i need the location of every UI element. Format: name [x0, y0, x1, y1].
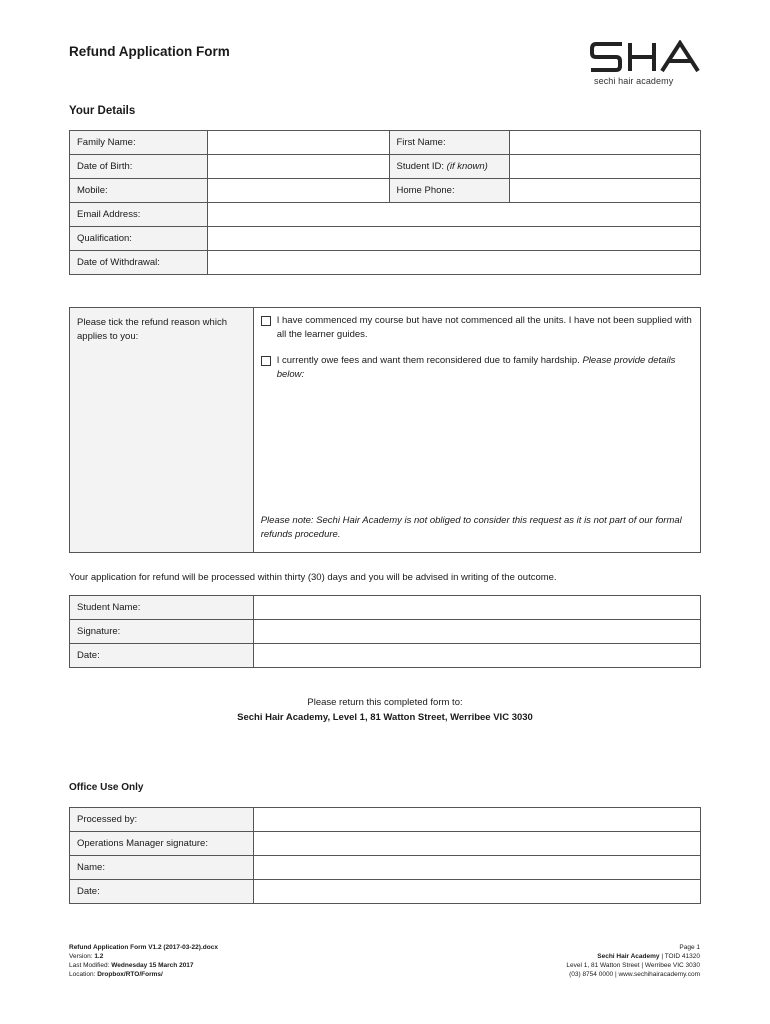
dob-field[interactable]	[207, 155, 389, 179]
first-name-field[interactable]	[510, 131, 701, 155]
table-row	[70, 227, 701, 251]
reason-label: Please tick the refund reason which applies to you:	[70, 308, 254, 553]
reason-option-2-text: I currently owe fees and want them reconsidered due to family hardship.	[276, 355, 580, 366]
dob-label: Date of Birth:	[70, 155, 208, 179]
table-row	[70, 155, 701, 179]
reason-option-2[interactable]	[261, 354, 693, 382]
footer-page: Page 1	[679, 944, 700, 951]
footer-org: Sechi Hair Academy	[597, 953, 660, 960]
reason-cell	[253, 308, 700, 553]
details-table	[69, 130, 701, 275]
student-id-note: (if known)	[446, 161, 488, 172]
student-name-label: Student Name:	[70, 596, 254, 620]
student-id-text: Student ID:	[396, 161, 445, 172]
footer-location-label: Location:	[69, 971, 96, 978]
checkbox-2[interactable]	[261, 356, 271, 366]
form-title: Refund Application Form	[69, 44, 230, 59]
first-name-label: First Name:	[389, 131, 510, 155]
reason-option-2-wrap	[277, 354, 693, 382]
sha-logo	[588, 40, 703, 90]
table-row	[70, 880, 701, 904]
processed-by-label: Processed by:	[70, 808, 254, 832]
processing-text: Your application for refund will be processed within thirty (30) days and you will be advised in writing of the outcome.	[69, 572, 557, 583]
home-phone-field[interactable]	[510, 179, 701, 203]
footer-modified-value: Wednesday 15 March 2017	[111, 962, 194, 969]
reason-table	[69, 307, 701, 553]
office-name-label: Name:	[70, 856, 254, 880]
footer-address: Level 1, 81 Watton Street | Werribee VIC 3030	[566, 962, 700, 969]
table-row	[70, 308, 701, 553]
table-row	[70, 251, 701, 275]
email-field[interactable]	[207, 203, 700, 227]
family-name-label: Family Name:	[70, 131, 208, 155]
ops-signature-label: Operations Manager signature:	[70, 832, 254, 856]
footer-modified-label: Last Modified:	[69, 962, 110, 969]
student-name-field[interactable]	[253, 596, 700, 620]
table-row	[70, 808, 701, 832]
logo-tagline: sechi hair academy	[594, 76, 674, 86]
your-details-heading: Your Details	[69, 105, 136, 117]
sign-table	[69, 595, 701, 668]
table-row	[70, 131, 701, 155]
footer-contact: (03) 8754 0000 | www.sechihairacademy.com	[569, 971, 700, 978]
footer-version	[69, 952, 218, 961]
email-label: Email Address:	[70, 203, 208, 227]
footer-left	[69, 943, 218, 979]
sha-logo-mark	[588, 40, 703, 74]
office-name-field[interactable]	[253, 856, 700, 880]
qualification-label: Qualification:	[70, 227, 208, 251]
table-row	[70, 644, 701, 668]
footer-location	[69, 970, 218, 979]
footer-modified	[69, 961, 218, 970]
reason-option-2-italic: Please provide details below:	[276, 355, 676, 380]
processed-by-field[interactable]	[253, 808, 700, 832]
signature-label: Signature:	[70, 620, 254, 644]
family-name-field[interactable]	[207, 131, 389, 155]
qualification-field[interactable]	[207, 227, 700, 251]
student-id-label	[389, 155, 510, 179]
office-table	[69, 807, 701, 904]
table-row	[70, 179, 701, 203]
return-address: Sechi Hair Academy, Level 1, 81 Watton Street, Werribee VIC 3030	[237, 712, 533, 723]
office-date-label: Date:	[70, 880, 254, 904]
table-row	[70, 856, 701, 880]
ops-signature-field[interactable]	[253, 832, 700, 856]
mobile-field[interactable]	[207, 179, 389, 203]
return-line-1: Please return this completed form to:	[307, 697, 463, 708]
footer-version-label: Version:	[69, 953, 93, 960]
footer-org-line	[566, 952, 700, 961]
footer-version-value: 1.2	[94, 953, 104, 960]
reason-option-1[interactable]	[261, 314, 693, 342]
signature-field[interactable]	[253, 620, 700, 644]
date-field[interactable]	[253, 644, 700, 668]
home-phone-label: Home Phone:	[389, 179, 510, 203]
withdrawal-field[interactable]	[207, 251, 700, 275]
footer-location-value: Dropbox/RTO/Forms/	[97, 971, 163, 978]
withdrawal-label: Date of Withdrawal:	[70, 251, 208, 275]
reason-option-1-text: I have commenced my course but have not commenced all the units. I have not been supplied with all the learner guides.	[276, 315, 692, 340]
table-row	[70, 832, 701, 856]
table-row	[70, 203, 701, 227]
table-row	[70, 596, 701, 620]
checkbox-1[interactable]	[261, 316, 271, 326]
footer-file: Refund Application Form V1.2 (2017-03-22).docx	[69, 944, 218, 951]
student-id-field[interactable]	[510, 155, 701, 179]
date-label: Date:	[70, 644, 254, 668]
reason-note: Please note: Sechi Hair Academy is not obliged to consider this request as it is not part of our formal refunds procedure.	[260, 515, 682, 540]
footer-right	[566, 943, 700, 979]
office-use-heading: Office Use Only	[69, 782, 144, 793]
mobile-label: Mobile:	[70, 179, 208, 203]
table-row	[70, 620, 701, 644]
office-date-field[interactable]	[253, 880, 700, 904]
footer-toid: | TOID 41320	[661, 953, 700, 960]
